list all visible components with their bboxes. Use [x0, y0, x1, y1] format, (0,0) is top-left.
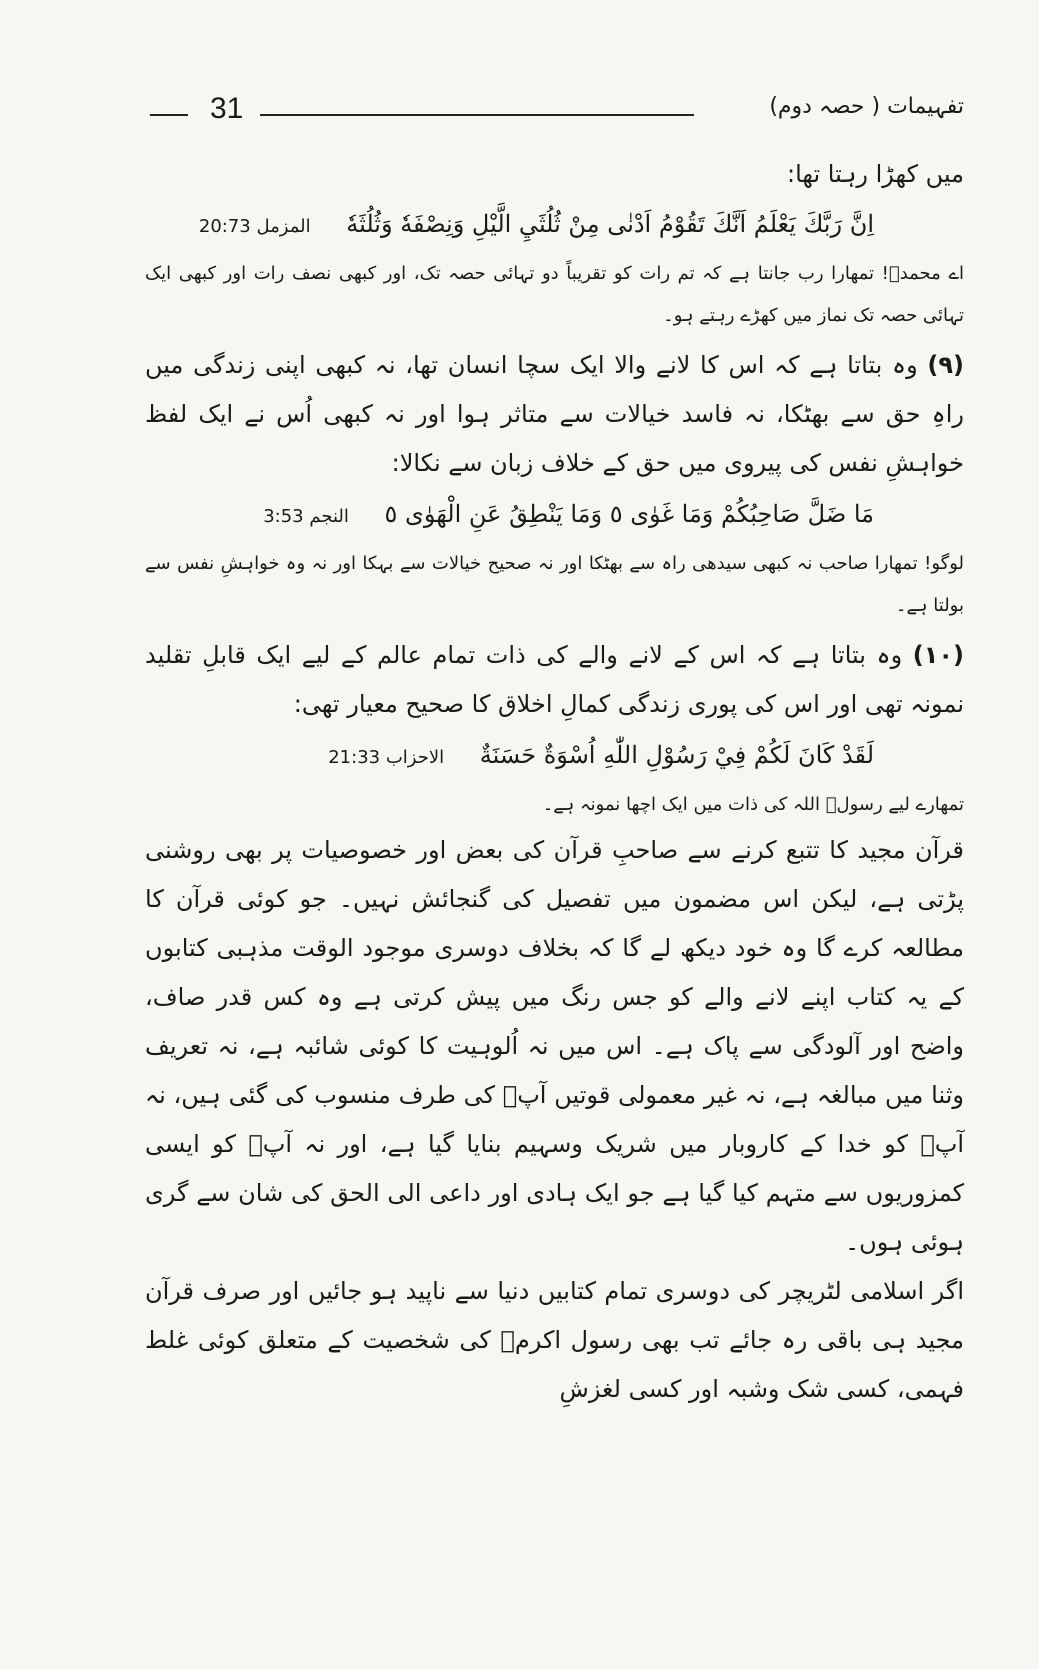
page-number: 31 [210, 92, 244, 125]
point-10-number: (۱۰) [912, 641, 964, 669]
verse-3-translation: تمھارے لیے رسولؐ اللہ کی ذات میں ایک اچھا نمونہ ہے۔ [542, 794, 964, 815]
page-body [145, 150, 964, 1414]
lead-in-text: میں کھڑا رہتا تھا: [787, 160, 964, 188]
verse-3-arabic: لَقَدْ كَانَ لَكُمْ فِيْ رَسُوْلِ اللّٰهِ اُسْوَةٌ حَسَنَةٌ [479, 741, 874, 769]
verse-1-reference: المزمل 20:73 [198, 216, 311, 237]
verse-1-translation: اے محمدؐ! تمھارا رب جانتا ہے کہ تم رات کو تقریباً دو تہائی حصہ تک، اور کبھی نصف رات اور کبھی ایک تہائی حصہ تک نماز میں کھڑے رہتے ہو۔ [145, 263, 964, 326]
verse-2-arabic: مَا ضَلَّ صَاحِبُكُمْ وَمَا غَوٰى ٥ وَمَا يَنْطِقُ عَنِ الْهَوٰى ٥ [384, 500, 874, 528]
running-title: تفہیمات ( حصہ دوم) [769, 94, 964, 119]
header-rule-right [260, 114, 694, 116]
body-paragraph-2: اگر اسلامی لٹریچر کی دوسری تمام کتابیں دنیا سے ناپید ہو جائیں اور صرف قرآن مجید ہی باقی رہ جائے تب بھی رسول اکرمؐ کی شخصیت کے متعلق کوئی غلط فہمی، کسی شک وشبہ اور کسی لغزشِ [145, 1277, 964, 1403]
verse-3-reference: الاحزاب 21:33 [328, 747, 445, 768]
point-10-paragraph [145, 631, 964, 729]
verse-2-reference: النجم 3:53 [263, 506, 349, 527]
quran-verse-1 [145, 198, 874, 253]
point-10-text: وہ بتاتا ہے کہ اس کے لانے والے کی ذات تمام عالم کے لیے ایک قابلِ تقلید نمونہ تھی اور اس کی پوری زندگی کمالِ اخلاق کا صحیح معیار تھی: [145, 641, 964, 718]
point-9-paragraph [145, 341, 964, 488]
point-9-text: وہ بتاتا ہے کہ اس کا لانے والا ایک سچا انسان تھا، نہ کبھی اپنی زندگی میں راہِ حق سے بھٹکا، نہ فاسد خیالات سے متاثر ہوا اور نہ کبھی اُس نے ایک لفظ خواہشِ نفس کی پیروی میں حق کے خلاف زبان سے نکالا: [145, 351, 964, 477]
point-9-number: (۹) [927, 351, 964, 379]
header-rule-left [150, 114, 188, 116]
quran-verse-2 [145, 488, 874, 543]
body-paragraph-1: قرآن مجید کا تتبع کرنے سے صاحبِ قرآن کی بعض اور خصوصیات پر بھی روشنی پڑتی ہے، لیکن اس مضمون میں تفصیل کی گنجائش نہیں۔ جو کوئی قرآن کا مطالعہ کرے گا وہ خود دیکھ لے گا کہ بخلاف دوسری موجود الوقت مذہبی کتابوں کے یہ کتاب اپنے لانے والے کو جس رنگ میں پیش کرتی ہے وہ کس قدر صاف، واضح اور آلودگی سے پاک ہے۔ اس میں نہ اُلوہیت کا کوئی شائبہ ہے، نہ تعریف وثنا میں مبالغہ ہے، نہ غیر معمولی قوتیں آپؐ کی طرف منسوب کی گئی ہیں، نہ آپؐ کو خدا کے کاروبار میں شریک وسہیم بنایا گیا ہے، اور نہ آپؐ کو ایسی کمزوریوں سے متہم کیا گیا ہے جو ایک ہادی اور داعی الی الحق کی شان سے گری ہوئی ہوں۔ [145, 836, 964, 1256]
verse-1-arabic: اِنَّ رَبَّكَ يَعْلَمُ اَنَّكَ تَقُوْمُ اَدْنٰى مِنْ ثُلُثَيِ الَّيْلِ وَنِصْفَهٗ وَثُلُثَهٗ [346, 210, 874, 238]
quran-verse-3 [145, 729, 874, 784]
verse-2-translation: لوگو! تمھارا صاحب نہ کبھی سیدھی راہ سے بھٹکا اور نہ صحیح خیالات سے بہکا اور نہ وہ خواہشِ نفس سے بولتا ہے۔ [145, 553, 964, 616]
page-header [150, 92, 964, 132]
